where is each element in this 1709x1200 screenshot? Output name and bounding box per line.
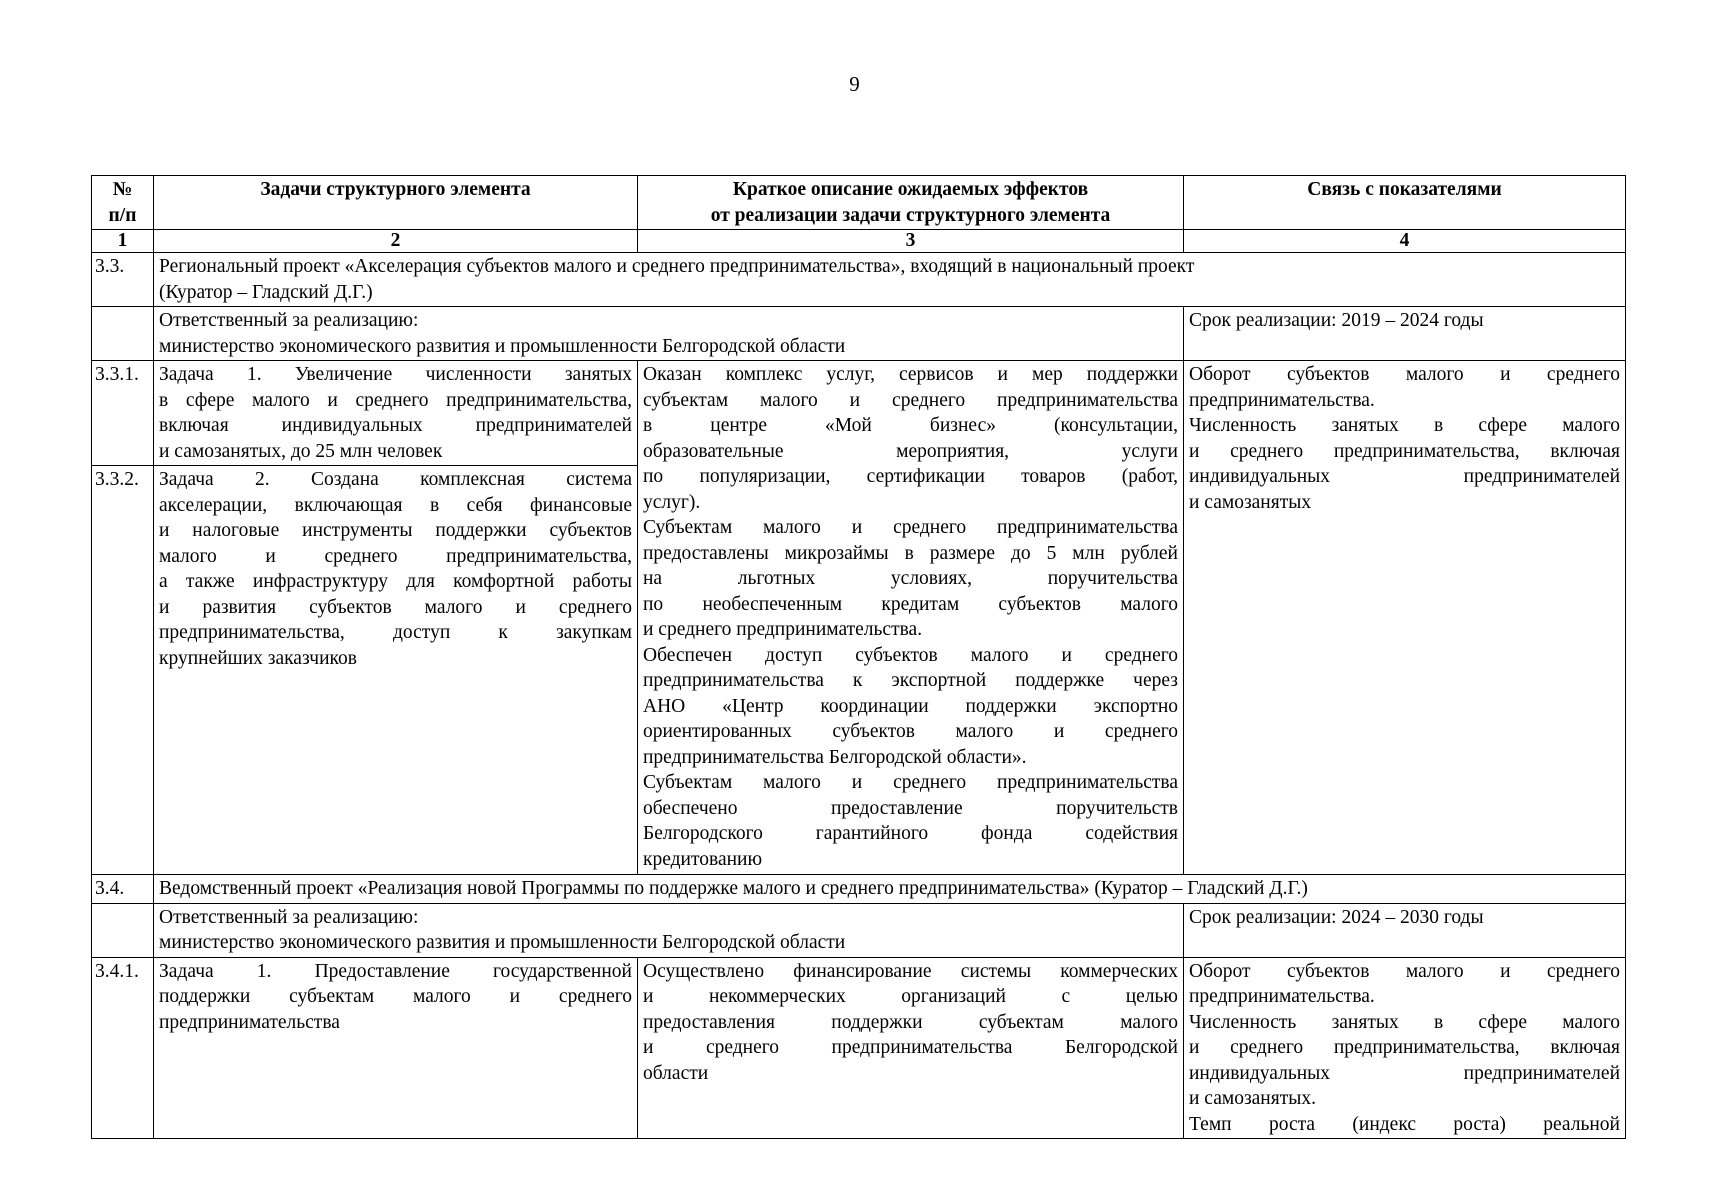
task-text: Задача 1. Предоставление государственной поддержки субъектам малого и среднего предпринимательства — [154, 957, 638, 1139]
responsible-row — [92, 903, 1626, 957]
header-number: № п/п — [92, 176, 154, 230]
responsible-cell: Ответственный за реализацию: министерство экономического развития и промышленности Белгородской области — [154, 307, 1184, 361]
section-title-row — [92, 253, 1626, 307]
indicators-cell: Оборот субъектов малого и среднего предпринимательства. Численность занятых в сфере малого и среднего предпринимательства, включая индивидуальных предпринимателей и самозанятых. Темп роста (индекс роста) реальной — [1184, 957, 1626, 1139]
responsible-cell: Ответственный за реализацию: министерство экономического развития и промышленности Белгородской области — [154, 903, 1184, 957]
column-number: 1 — [92, 230, 154, 253]
column-number: 2 — [154, 230, 638, 253]
column-number: 4 — [1184, 230, 1626, 253]
column-number: 3 — [638, 230, 1184, 253]
section-title-row — [92, 875, 1626, 904]
column-number-row — [92, 230, 1626, 253]
task-number: 3.4.1. — [92, 957, 154, 1139]
task-number: 3.3.2. — [92, 466, 154, 875]
task-text: Задача 1. Увеличение численности занятых в сфере малого и среднего предпринимательства, включая индивидуальных предпринимателей и самозанятых, до 25 млн человек — [154, 361, 638, 466]
responsible-row — [92, 307, 1626, 361]
header-effects: Краткое описание ожидаемых эффектов от реализации задачи структурного элемента — [638, 176, 1184, 230]
tasks-table — [91, 175, 1626, 1139]
section-title: Ведомственный проект «Реализация новой Программы по поддержке малого и среднего предпринимательства» (Куратор – Гладский Д.Г.) — [154, 875, 1626, 904]
task-number: 3.3.1. — [92, 361, 154, 466]
effects-cell: Осуществлено финансирование системы коммерческих и некоммерческих организаций с целью предоставления поддержки субъектам малого и среднего предпринимательства Белгородской области — [638, 957, 1184, 1139]
indicators-cell: Оборот субъектов малого и среднего предпринимательства. Численность занятых в сфере малого и среднего предпринимательства, включая индивидуальных предпринимателей и самозанятых — [1184, 361, 1626, 875]
task-text: Задача 2. Создана комплексная система акселерации, включающая в себя финансовые и налоговые инструменты поддержки субъектов малого и среднего предпринимательства, а также инфраструктуру для комфортной работы и развития субъектов малого и среднего предпринимательства, доступ к закупкам крупнейших заказчиков — [154, 466, 638, 875]
section-title: Региональный проект «Акселерация субъектов малого и среднего предпринимательства», входящий в национальный проект (Куратор – Гладский Д.Г.) — [154, 253, 1626, 307]
task-row — [92, 361, 1626, 466]
table-header-row — [92, 176, 1626, 230]
section-number: 3.4. — [92, 875, 154, 904]
task-row — [92, 957, 1626, 1139]
header-indicators: Связь с показателями — [1184, 176, 1626, 230]
page-number: 9 — [849, 72, 860, 96]
effects-cell: Оказан комплекс услуг, сервисов и мер поддержки субъектам малого и среднего предпринимательства в центре «Мой бизнес» (консультации, образовательные мероприятия, услуги по популяризации, сертификации товаров (работ, услуг). Субъектам малого и среднего предпринимательства предоставлены микрозаймы в размере до 5 млн рублей на льготных условиях, поручительства по необеспеченным кредитам субъектов малого и среднего предпринимательства. Обеспечен доступ субъектов малого и среднего предпринимательства к экспортной поддержке через АНО «Центр координации поддержки экспортно ориентированных субъектов малого и среднего предпринимательства Белгородской области». Субъектам малого и среднего предпринимательства обеспечено предоставление поручительств Белгородского гарантийного фонда содействия кредитованию — [638, 361, 1184, 875]
term-cell: Срок реализации: 2024 – 2030 годы — [1184, 903, 1626, 957]
section-number: 3.3. — [92, 253, 154, 307]
header-tasks: Задачи структурного элемента — [154, 176, 638, 230]
term-cell: Срок реализации: 2019 – 2024 годы — [1184, 307, 1626, 361]
